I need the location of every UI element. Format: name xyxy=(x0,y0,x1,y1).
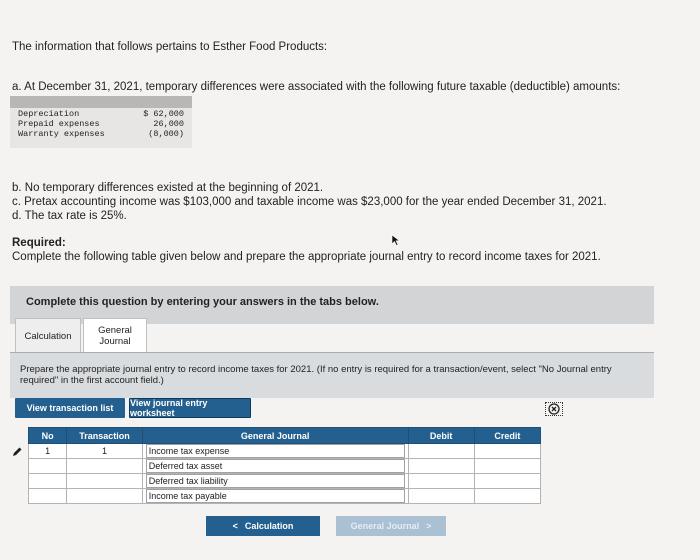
instructions-banner: Complete this question by entering your answers in the tabs below. xyxy=(10,286,654,324)
credit-field[interactable] xyxy=(474,444,540,459)
account-field[interactable] xyxy=(142,489,408,504)
close-icon[interactable] xyxy=(545,402,563,416)
difference-row xyxy=(18,109,184,119)
credit-field[interactable] xyxy=(474,459,540,474)
tab-calculation[interactable]: Calculation xyxy=(15,318,81,354)
row-no xyxy=(29,474,67,489)
debit-field[interactable] xyxy=(408,444,474,459)
item-d-text: d. The tax rate is 25%. xyxy=(12,210,127,222)
intro-text: The information that follows pertains to Esther Food Products: xyxy=(12,41,328,53)
debit-field[interactable] xyxy=(408,459,474,474)
table-row xyxy=(29,474,541,489)
row-transaction xyxy=(67,489,143,504)
row-no xyxy=(29,489,67,504)
account-value: Deferred tax asset xyxy=(146,459,405,473)
item-c-text: c. Pretax accounting income was $103,000 and taxable income was $23,000 for the year ended December 31, 2021. xyxy=(12,196,607,208)
journal-instructions: Prepare the appropriate journal entry to record income taxes for 2021. (If no entry is required for a transaction/event, select "No Journal entry required" in the first account field.) xyxy=(10,352,654,398)
prev-button-label: Calculation xyxy=(244,521,294,531)
journal-header-row xyxy=(29,428,541,444)
debit-field[interactable] xyxy=(408,489,474,504)
account-field[interactable] xyxy=(142,474,408,489)
chevron-right-icon: > xyxy=(426,521,432,531)
difference-amount: $ 62,000 xyxy=(143,109,184,119)
difference-amount: (8,000) xyxy=(148,129,184,139)
row-no: 1 xyxy=(29,444,67,459)
account-value: Income tax expense xyxy=(146,444,405,458)
difference-row xyxy=(18,119,184,129)
mouse-cursor-icon xyxy=(391,233,401,251)
prev-calculation-button[interactable] xyxy=(206,516,320,536)
pencil-icon[interactable] xyxy=(10,445,24,459)
tab-general-journal[interactable] xyxy=(83,318,147,354)
header-debit: Debit xyxy=(408,428,474,444)
header-general-journal: General Journal xyxy=(142,428,408,444)
credit-field[interactable] xyxy=(474,489,540,504)
account-field[interactable] xyxy=(142,444,408,459)
journal-table xyxy=(28,427,541,504)
row-transaction xyxy=(67,459,143,474)
row-transaction xyxy=(67,474,143,489)
next-button-label: General Journal xyxy=(350,521,420,531)
table-row xyxy=(29,444,541,459)
account-field[interactable] xyxy=(142,459,408,474)
difference-row xyxy=(18,129,184,139)
differences-table xyxy=(10,96,192,148)
header-credit: Credit xyxy=(474,428,540,444)
difference-label: Depreciation xyxy=(18,109,80,119)
view-journal-entry-worksheet-button[interactable]: View journal entry worksheet xyxy=(129,398,251,418)
view-transaction-list-button[interactable]: View transaction list xyxy=(15,398,125,418)
next-general-journal-button[interactable] xyxy=(336,516,446,536)
account-value: Deferred tax liability xyxy=(146,474,405,488)
required-heading: Required: xyxy=(12,237,66,249)
table-row xyxy=(29,459,541,474)
row-no xyxy=(29,459,67,474)
header-transaction: Transaction xyxy=(67,428,143,444)
item-b-text: b. No temporary differences existed at the beginning of 2021. xyxy=(12,182,324,194)
debit-field[interactable] xyxy=(408,474,474,489)
account-value: Income tax payable xyxy=(146,489,405,503)
chevron-left-icon: < xyxy=(232,521,238,531)
credit-field[interactable] xyxy=(474,474,540,489)
required-text: Complete the following table given below and prepare the appropriate journal entry to record income taxes for 2021. xyxy=(12,251,601,263)
table-row xyxy=(29,489,541,504)
difference-amount: 26,000 xyxy=(153,119,184,129)
difference-label: Prepaid expenses xyxy=(18,119,100,129)
row-transaction: 1 xyxy=(67,444,143,459)
item-a-text: a. At December 31, 2021, temporary differences were associated with the following future taxable (deductible) amounts: xyxy=(12,81,621,93)
tab-general-journal-label: General Journal xyxy=(98,325,132,347)
header-no: No xyxy=(29,428,67,444)
difference-label: Warranty expenses xyxy=(18,129,105,139)
